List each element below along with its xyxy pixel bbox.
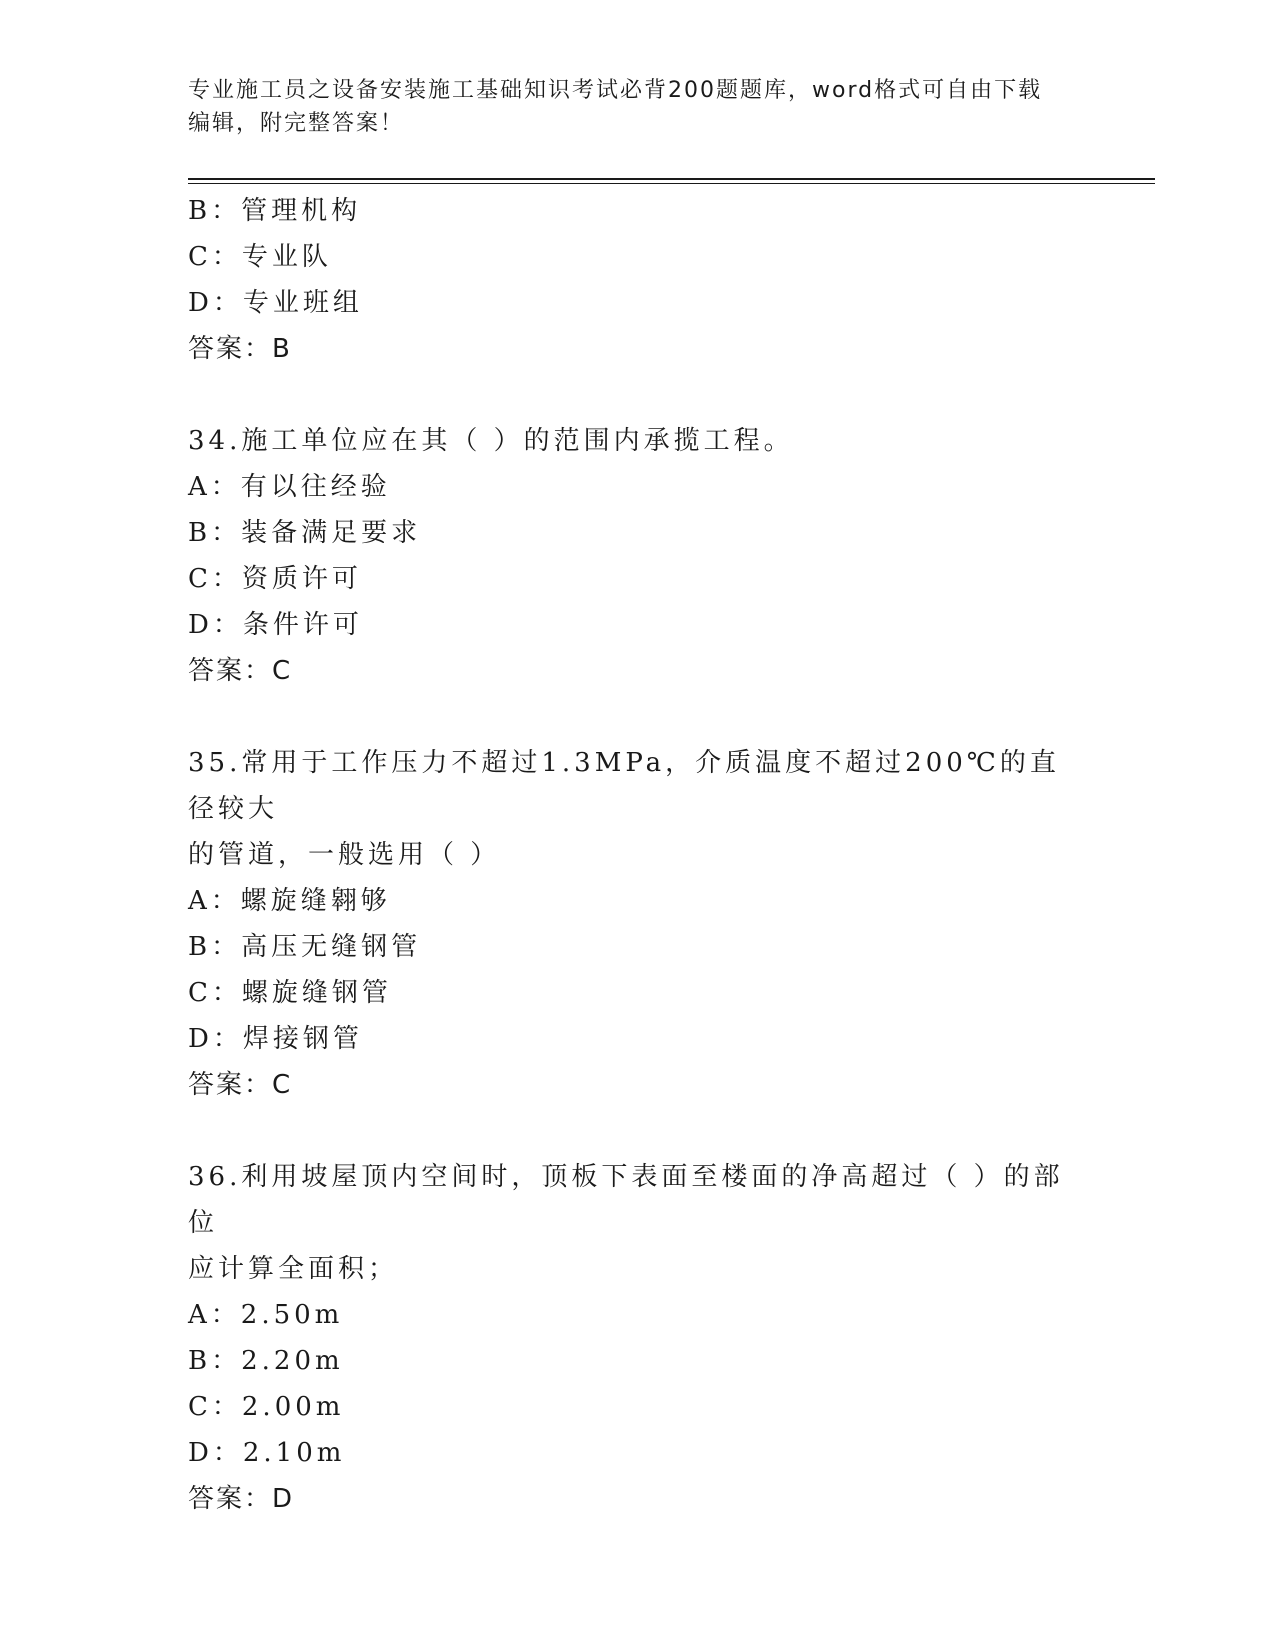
question-35: [188, 740, 1088, 1108]
question-stem: 34.施工单位应在其（ ）的范围内承揽工程。: [188, 426, 794, 456]
option-b: B：管理机构: [188, 196, 362, 226]
answer-line: 答案：C: [188, 656, 293, 686]
answer-line: 答案：C: [188, 1070, 293, 1100]
header-line-2: 编辑，附完整答案！: [188, 111, 405, 136]
option-d: D：条件许可: [188, 610, 363, 640]
spacer: [188, 1108, 1088, 1154]
question-34: [188, 418, 1088, 694]
option-c: C：2.00m: [188, 1392, 345, 1422]
option-a: A：螺旋缝翱够: [188, 886, 391, 916]
header-line-1: 专业施工员之设备安装施工基础知识考试必背200题题库，word格式可自由下载: [188, 78, 1043, 103]
question-stem: 35.常用于工作压力不超过1.3MPa，介质温度不超过200℃的直径较大: [188, 748, 1060, 824]
option-d: D：焊接钢管: [188, 1024, 363, 1054]
spacer: [188, 694, 1088, 740]
question-33-tail: [188, 188, 1088, 372]
answer-line: 答案：D: [188, 1484, 295, 1514]
spacer: [188, 372, 1088, 418]
option-b: B：2.20m: [188, 1346, 344, 1376]
answer-line: 答案：B: [188, 334, 292, 364]
question-36: [188, 1154, 1088, 1522]
option-a: A：2.50m: [188, 1300, 344, 1330]
question-stem-continued: 的管道，一般选用（ ）: [188, 840, 501, 870]
option-d: D：2.10m: [188, 1438, 346, 1468]
question-content: [188, 188, 1088, 1522]
header-rule-thick: [188, 178, 1155, 180]
option-c: C：资质许可: [188, 564, 362, 594]
question-stem-continued: 应计算全面积；: [188, 1254, 399, 1284]
option-c: C：专业队: [188, 242, 332, 272]
option-b: B：装备满足要求: [188, 518, 422, 548]
option-c: C：螺旋缝钢管: [188, 978, 392, 1008]
option-a: A：有以往经验: [188, 472, 391, 502]
option-d: D：专业班组: [188, 288, 363, 318]
question-stem: 36.利用坡屋顶内空间时，顶板下表面至楼面的净高超过（ ）的部位: [188, 1162, 1064, 1238]
document-header: [188, 74, 1088, 140]
header-rule-thin: [188, 183, 1155, 184]
option-b: B：高压无缝钢管: [188, 932, 422, 962]
